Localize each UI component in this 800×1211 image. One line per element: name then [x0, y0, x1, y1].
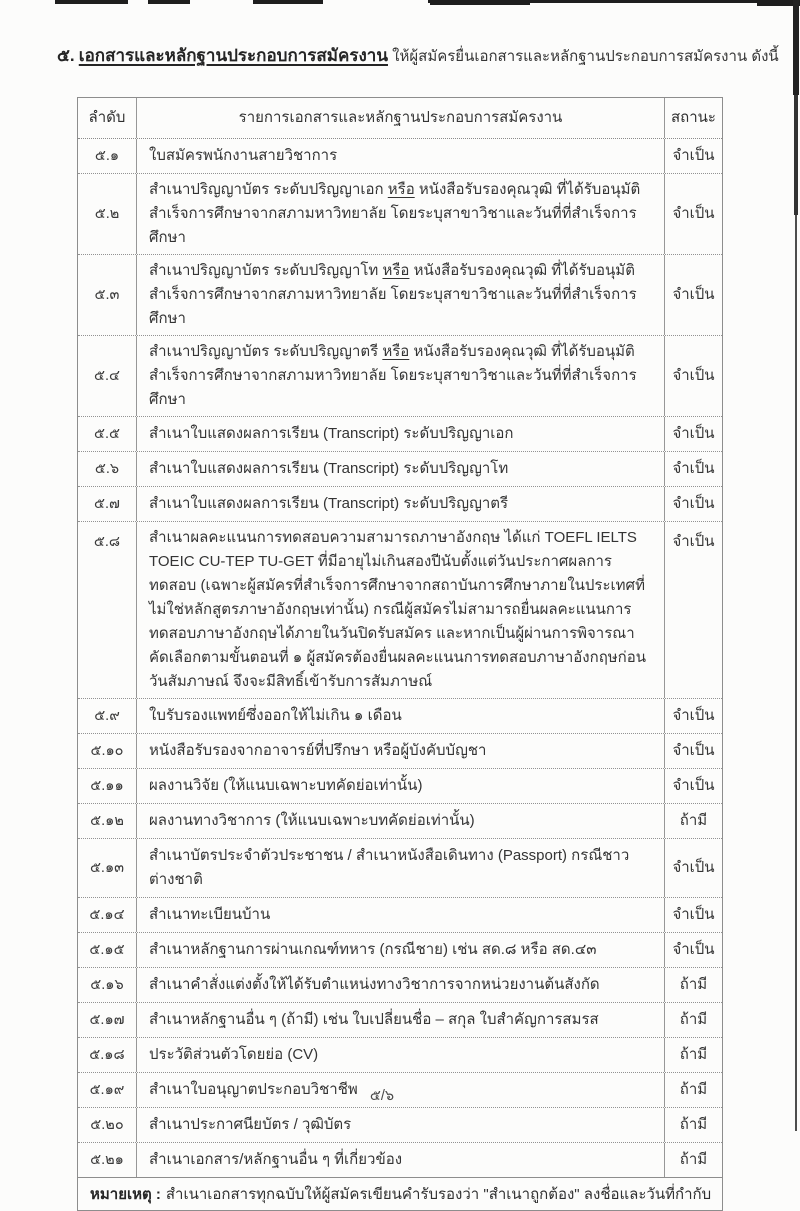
row-item: สำเนาปริญญาบัตร ระดับปริญญาโท หรือ หนังสือรับรองคุณวุฒิ ที่ได้รับอนุมัติสำเร็จการศึกษาจากสภามหาวิทยาลัย โดยระบุสาขาวิชาและวันที่ที่สำเร็จการศึกษา [149, 262, 637, 327]
table-row [78, 968, 722, 1003]
scan-artifact-top [253, 0, 323, 4]
row-status: จำเป็น [664, 699, 722, 733]
row-item: สำเนาประกาศนียบัตร / วุฒิบัตร [149, 1116, 352, 1133]
table-row [78, 1108, 722, 1143]
row-status: จำเป็น [664, 898, 722, 932]
table-row [78, 255, 722, 336]
row-status: จำเป็น [664, 839, 722, 897]
row-item: สำเนาปริญญาบัตร ระดับปริญญาตรี หรือ หนังสือรับรองคุณวุฒิ ที่ได้รับอนุมัติสำเร็จการศึกษาจากสภามหาวิทยาลัย โดยระบุสาขาวิชาและวันที่ที่สำเร็จการศึกษา [149, 343, 637, 408]
row-number: ๕.๑๗ [78, 1003, 137, 1037]
row-item: สำเนาบัตรประจำตัวประชาชน / สำเนาหนังสือเดินทาง (Passport) กรณีชาวต่างชาติ [149, 847, 630, 888]
scan-artifact-right-edge [793, 0, 799, 95]
row-number: ๕.๑๓ [78, 839, 137, 897]
table-row [78, 522, 722, 699]
row-number: ๕.๔ [78, 336, 137, 416]
row-status: ถ้ามี [664, 1073, 722, 1107]
row-status: จำเป็น [664, 452, 722, 486]
table-header-row [78, 98, 722, 139]
row-number: ๕.๑๑ [78, 769, 137, 803]
row-status: ถ้ามี [664, 1003, 722, 1037]
row-status: จำเป็น [664, 174, 722, 254]
row-item: ผลงานทางวิชาการ (ให้แนบเฉพาะบทคัดย่อเท่านั้น) [149, 812, 475, 829]
row-status: ถ้ามี [664, 1108, 722, 1142]
row-item: ผลงานวิจัย (ให้แนบเฉพาะบทคัดย่อเท่านั้น) [149, 777, 423, 794]
table-row [78, 139, 722, 174]
row-item: สำเนาใบอนุญาตประกอบวิชาชีพ [149, 1081, 358, 1098]
scan-artifact-right-edge [794, 95, 798, 215]
row-status: จำเป็น [664, 933, 722, 967]
scan-artifact-top [55, 0, 128, 4]
row-item: สำเนาใบแสดงผลการเรียน (Transcript) ระดับปริญญาตรี [149, 495, 509, 512]
row-number: ๕.๑๒ [78, 804, 137, 838]
row-status: จำเป็น [664, 487, 722, 521]
section-subtitle: ให้ผู้สมัครยื่นเอกสารและหลักฐานประกอบการสมัครงาน ดังนี้ [392, 48, 779, 65]
row-item: ใบสมัครพนักงานสายวิชาการ [149, 147, 338, 164]
table-row [78, 336, 722, 417]
row-number: ๕.๑๔ [78, 898, 137, 932]
row-item: ประวัติส่วนตัวโดยย่อ (CV) [149, 1046, 319, 1063]
table-row [78, 452, 722, 487]
column-header-order: ลำดับ [78, 98, 137, 138]
row-status: จำเป็น [664, 336, 722, 416]
row-number: ๕.๘ [78, 522, 137, 698]
table-row [78, 804, 722, 839]
table-row [78, 839, 722, 898]
table-row [78, 933, 722, 968]
row-number: ๕.๑๐ [78, 734, 137, 768]
row-number: ๕.๑๙ [78, 1073, 137, 1107]
table-row [78, 417, 722, 452]
column-header-status: สถานะ [664, 98, 722, 138]
row-status: จำเป็น [664, 417, 722, 451]
row-number: ๕.๒๑ [78, 1143, 137, 1177]
row-status: จำเป็น [664, 139, 722, 173]
row-number: ๕.๑๘ [78, 1038, 137, 1072]
row-item: สำเนาทะเบียนบ้าน [149, 906, 271, 923]
row-item: สำเนาเอกสาร/หลักฐานอื่น ๆ ที่เกี่ยวข้อง [149, 1151, 403, 1168]
row-item: ใบรับรองแพทย์ซึ่งออกให้ไม่เกิน ๑ เดือน [149, 707, 402, 724]
row-item: สำเนาหลักฐานอื่น ๆ (ถ้ามี) เช่น ใบเปลี่ยนชื่อ – สกุล ใบสำคัญการสมรส [149, 1011, 599, 1028]
table-row [78, 769, 722, 804]
row-status: จำเป็น [664, 255, 722, 335]
section-heading [57, 44, 777, 69]
note-row [78, 1177, 722, 1210]
scan-artifact-top [430, 0, 530, 5]
table-row [78, 898, 722, 933]
documents-table [77, 97, 723, 1211]
table-row [78, 487, 722, 522]
table-row [78, 1038, 722, 1073]
row-item: สำเนาใบแสดงผลการเรียน (Transcript) ระดับปริญญาเอก [149, 425, 514, 442]
row-number: ๕.๙ [78, 699, 137, 733]
row-item: สำเนาผลคะแนนการทดสอบความสามารถภาษาอังกฤษ ได้แก่ TOEFL IELTS TOEIC CU-TEP TU-GET ที่มีอายุไม่เกินสองปีนับตั้งแต่วันประกาศผลการทดสอบ (เฉพาะผู้สมัครที่สำเร็จการศึกษาจากสถาบันการศึกษาภายในประเทศที่ไม่ใช่หลักสูตรภาษาอังกฤษเท่านั้น) กรณีผู้สมัครไม่สามารถยื่นผลคะแนนการทดสอบภาษาอังกฤษได้ภายในวันปิดรับสมัคร และหากเป็นผู้ผ่านการพิจารณาคัดเลือกตามขั้นตอนที่ ๑ ผู้สมัครต้องยื่นผลคะแนนการทดสอบภาษาอังกฤษก่อนวันสัมภาษณ์ จึงจะมีสิทธิ์เข้ารับการสัมภาษณ์ [149, 529, 647, 690]
row-status: จำเป็น [664, 734, 722, 768]
row-number: ๕.๑๖ [78, 968, 137, 1002]
row-status: จำเป็น [664, 522, 722, 698]
row-status: จำเป็น [664, 769, 722, 803]
table-row [78, 1143, 722, 1177]
note-label: หมายเหตุ : [90, 1185, 161, 1203]
table-row [78, 174, 722, 255]
section-title: เอกสารและหลักฐานประกอบการสมัครงาน [78, 46, 388, 65]
row-status: ถ้ามี [664, 1143, 722, 1177]
row-item: สำเนาคำสั่งแต่งตั้งให้ได้รับตำแหน่งทางวิชาการจากหน่วยงานต้นสังกัด [149, 976, 600, 993]
row-number: ๕.๑๕ [78, 933, 137, 967]
row-status: ถ้ามี [664, 968, 722, 1002]
row-number: ๕.๑ [78, 139, 137, 173]
scan-artifact-right-edge [795, 215, 797, 1131]
row-number: ๕.๒๐ [78, 1108, 137, 1142]
section-number: ๕. [57, 46, 75, 65]
row-number: ๕.๓ [78, 255, 137, 335]
table-row [78, 699, 722, 734]
row-number: ๕.๒ [78, 174, 137, 254]
table-body [78, 139, 722, 1177]
row-item: หนังสือรับรองจากอาจารย์ที่ปรึกษา หรือผู้บังคับบัญชา [149, 742, 487, 759]
row-status: ถ้ามี [664, 804, 722, 838]
row-item: สำเนาหลักฐานการผ่านเกณฑ์ทหาร (กรณีชาย) เช่น สด.๘ หรือ สด.๔๓ [149, 941, 597, 958]
row-number: ๕.๕ [78, 417, 137, 451]
row-status: ถ้ามี [664, 1038, 722, 1072]
row-item: สำเนาใบแสดงผลการเรียน (Transcript) ระดับปริญญาโท [149, 460, 509, 477]
table-row [78, 1003, 722, 1038]
row-item: สำเนาปริญญาบัตร ระดับปริญญาเอก หรือ หนังสือรับรองคุณวุฒิ ที่ได้รับอนุมัติสำเร็จการศึกษาจากสภามหาวิทยาลัย โดยระบุสาขาวิชาและวันที่ที่สำเร็จการศึกษา [149, 181, 641, 246]
note-text: สำเนาเอกสารทุกฉบับให้ผู้สมัครเขียนคำรับรองว่า "สำเนาถูกต้อง" ลงชื่อและวันที่กำกับ [165, 1185, 712, 1203]
table-row [78, 734, 722, 769]
row-number: ๕.๗ [78, 487, 137, 521]
column-header-item: รายการเอกสารและหลักฐานประกอบการสมัครงาน [238, 109, 563, 126]
scan-artifact-top [148, 0, 190, 4]
page-number: ๕/๖ [369, 1088, 395, 1104]
row-number: ๕.๖ [78, 452, 137, 486]
